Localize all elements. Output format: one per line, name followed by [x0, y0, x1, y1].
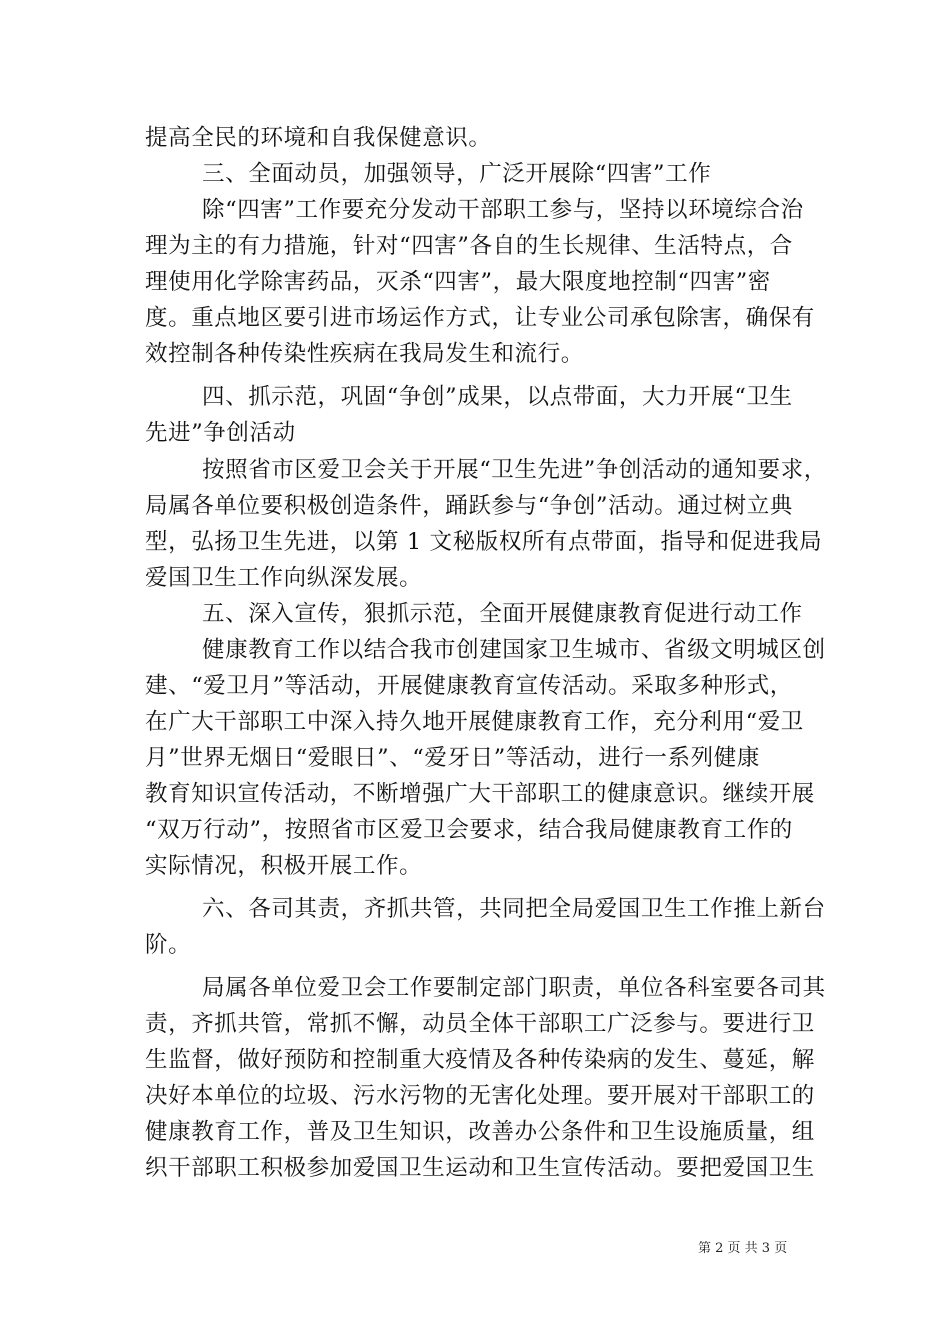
text-line: 实际情况，积极开展工作。: [145, 853, 423, 879]
text-line: “双万行动”，按照省市区爱卫会要求，结合我局健康教育工作的: [145, 817, 793, 843]
text-line: 按照省市区爱卫会关于开展“卫生先进”争创活动的通知要求，: [202, 457, 827, 483]
section-heading: 四、抓示范，巩固“争创”成果，以点带面，大力开展“卫生: [202, 384, 793, 410]
section-heading: 六、各司其责，齐抓共管，共同把全局爱国卫生工作推上新台: [202, 896, 826, 922]
text-line: 提高全民的环境和自我保健意识。: [145, 125, 492, 151]
text-line: 织干部职工积极参加爱国卫生运动和卫生宣传活动。要把爱国卫生: [145, 1155, 815, 1181]
text-line: 型，弘扬卫生先进，以第 1 文秘版权所有点带面，指导和促进我局: [145, 529, 823, 555]
text-line: 效控制各种传染性疾病在我局发生和流行。: [145, 341, 584, 367]
text-line: 度。重点地区要引进市场运作方式，让专业公司承包除害，确保有: [145, 305, 815, 331]
text-line: 局属各单位爱卫会工作要制定部门职责，单位各科室要各司其: [202, 975, 826, 1001]
text-line: 决好本单位的垃圾、污水污物的无害化处理。要开展对干部职工的: [145, 1083, 815, 1109]
text-line: 除“四害”工作要充分发动干部职工参与，坚持以环境综合治: [202, 197, 804, 223]
section-heading: 阶。: [145, 932, 192, 958]
text-line: 健康教育工作，普及卫生知识，改善办公条件和卫生设施质量，组: [145, 1119, 815, 1145]
section-heading: 三、全面动员，加强领导，广泛开展除“四害”工作: [202, 161, 712, 187]
text-line: 局属各单位要积极创造条件，踊跃参与“争创”活动。通过树立典: [145, 493, 793, 519]
section-heading: 先进”争创活动: [145, 420, 296, 446]
text-line: 月”世界无烟日“爱眼日”、“爱牙日”等活动，进行一系列健康: [145, 745, 760, 771]
section-heading: 五、深入宣传，狠抓示范，全面开展健康教育促进行动工作: [202, 601, 803, 627]
text-line: 建、“爱卫月”等活动，开展健康教育宣传活动。采取多种形式，: [145, 673, 793, 699]
text-line: 教育知识宣传活动，不断增强广大干部职工的健康意识。继续开展: [145, 781, 815, 807]
text-line: 健康教育工作以结合我市创建国家卫生城市、省级文明城区创: [202, 637, 826, 663]
text-line: 理使用化学除害药品，灭杀“四害”，最大限度地控制“四害”密: [145, 269, 771, 295]
text-line: 责，齐抓共管，常抓不懈，动员全体干部职工广泛参与。要进行卫: [145, 1011, 815, 1037]
page-number: 第 2 页 共 3 页: [698, 1241, 788, 1256]
text-line: 理为主的有力措施，针对“四害”各自的生长规律、生活特点，合: [145, 233, 793, 259]
text-line: 在广大干部职工中深入持久地开展健康教育工作，充分利用“爱卫: [145, 709, 804, 735]
text-line: 生监督，做好预防和控制重大疫情及各种传染病的发生、蔓延，解: [145, 1047, 815, 1073]
text-line: 爱国卫生工作向纵深发展。: [145, 565, 423, 591]
